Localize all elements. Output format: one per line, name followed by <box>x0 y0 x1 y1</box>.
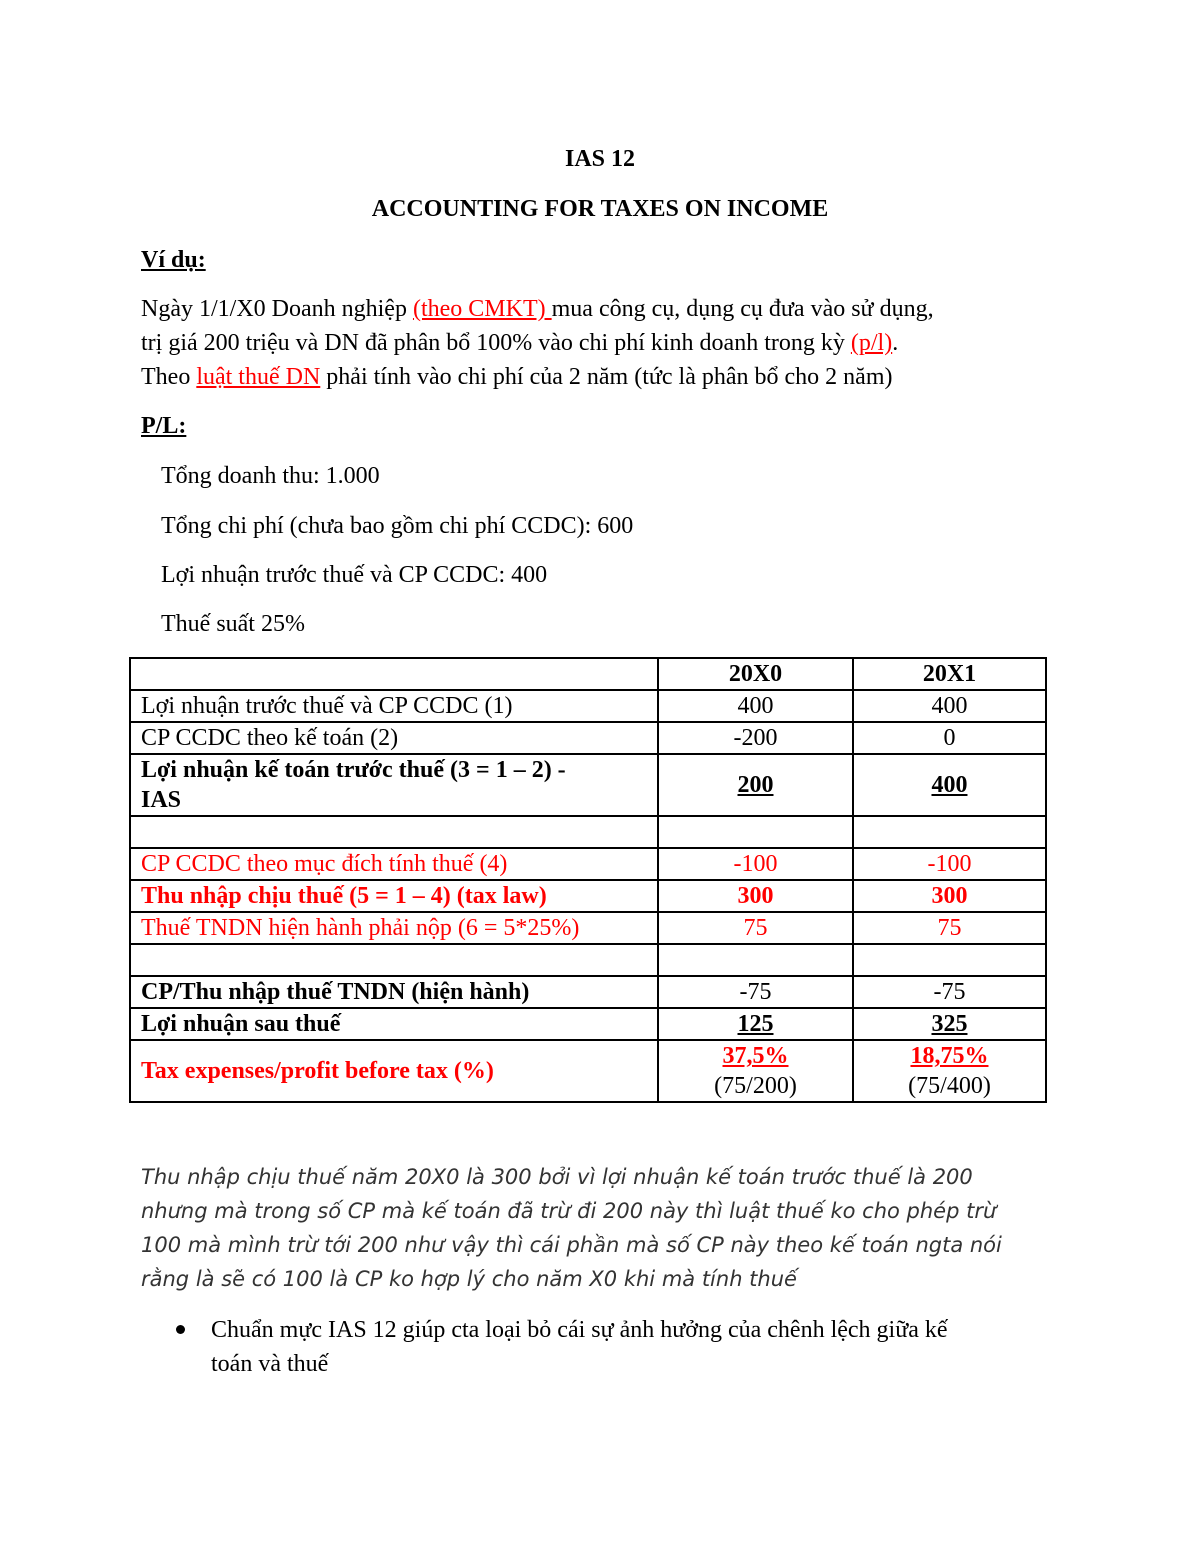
table-cell-empty <box>853 816 1046 848</box>
table-row-empty <box>130 816 1046 848</box>
table-row-label-line: Lợi nhuận kế toán trước thuế (3 = 1 – 2) - <box>141 757 566 783</box>
table-row-label: Lợi nhuận sau thuế <box>130 1008 658 1040</box>
tax-rate-formula: (75/200) <box>714 1073 797 1099</box>
table-cell: -75 <box>658 976 853 1008</box>
table-header-cell: 20X0 <box>658 658 853 690</box>
intro-line-1-text-b: mua công cụ, dụng cụ đưa vào sử dụng, <box>551 296 934 322</box>
table-cell: 200 <box>658 754 853 816</box>
table-row-label: CP CCDC theo mục đích tính thuế (4) <box>130 848 658 880</box>
intro-line-3-highlight: luật thuế DN <box>196 364 321 390</box>
intro-line-3-text-a: Theo <box>141 364 197 390</box>
table-row <box>130 722 1046 754</box>
intro-line-2-highlight: (p/l) <box>850 330 893 356</box>
note-line: Thu nhập chịu thuế năm 20X0 là 300 bởi vì lợi nhuận kế toán trước thuế là 200 <box>141 1165 973 1189</box>
table-row <box>130 1040 1046 1102</box>
table-row-label-line: IAS <box>141 787 182 813</box>
table-row-label: Lợi nhuận trước thuế và CP CCDC (1) <box>130 690 658 722</box>
table-row <box>130 690 1046 722</box>
intro-line-2-text-b: . <box>892 330 899 356</box>
intro-paragraph <box>141 292 934 394</box>
table-cell-empty <box>853 944 1046 976</box>
table-row <box>130 1008 1046 1040</box>
table-row <box>130 976 1046 1008</box>
table-cell: 75 <box>658 912 853 944</box>
pl-item: Tổng chi phí (chưa bao gồm chi phí CCDC): 600 <box>161 513 634 539</box>
table-header-cell <box>130 658 658 690</box>
bullet-icon <box>176 1325 185 1334</box>
table-row-label <box>130 754 658 816</box>
note-line: rằng là sẽ có 100 là CP ko hợp lý cho năm X0 khi mà tính thuế <box>141 1267 797 1291</box>
tax-rate-value: 18,75% <box>910 1043 989 1069</box>
table-cell <box>658 1040 853 1102</box>
bullet-line: toán và thuế <box>211 1351 329 1377</box>
table-cell: -200 <box>658 722 853 754</box>
intro-line-1-text-a: Ngày 1/1/X0 Doanh nghiệp <box>141 296 413 322</box>
table-row <box>130 880 1046 912</box>
tax-rate-formula: (75/400) <box>908 1073 991 1099</box>
table-row <box>130 912 1046 944</box>
table-row <box>130 848 1046 880</box>
table-cell: 325 <box>853 1008 1046 1040</box>
table-cell-empty <box>130 944 658 976</box>
bullet-item <box>211 1313 1071 1381</box>
table-cell: 125 <box>658 1008 853 1040</box>
table-row-label: Tax expenses/profit before tax (%) <box>130 1040 658 1102</box>
table-cell: -75 <box>853 976 1046 1008</box>
intro-line-3 <box>141 360 934 394</box>
table-header-row <box>130 658 1046 690</box>
pl-label: P/L: <box>141 413 187 439</box>
table-cell: 400 <box>658 690 853 722</box>
table-row-empty <box>130 944 1046 976</box>
table-row-label: CP/Thu nhập thuế TNDN (hiện hành) <box>130 976 658 1008</box>
table-row-label: Thuế TNDN hiện hành phải nộp (6 = 5*25%) <box>130 912 658 944</box>
pl-item: Tổng doanh thu: 1.000 <box>161 463 380 489</box>
table-cell: 75 <box>853 912 1046 944</box>
table-cell: -100 <box>658 848 853 880</box>
table-header-cell: 20X1 <box>853 658 1046 690</box>
table-cell <box>853 1040 1046 1102</box>
table-row-label: CP CCDC theo kế toán (2) <box>130 722 658 754</box>
table-row-label: Thu nhập chịu thuế (5 = 1 – 4) (tax law) <box>130 880 658 912</box>
document-title: IAS 12 <box>564 146 636 172</box>
pl-item: Lợi nhuận trước thuế và CP CCDC: 400 <box>161 562 548 588</box>
intro-line-1 <box>141 292 934 326</box>
explanation-note <box>141 1160 1071 1296</box>
document-subtitle: ACCOUNTING FOR TAXES ON INCOME <box>371 196 829 222</box>
intro-line-3-text-b: phải tính vào chi phí của 2 năm (tức là phân bổ cho 2 năm) <box>320 364 893 390</box>
tax-rate-value: 37,5% <box>722 1043 789 1069</box>
note-line: nhưng mà trong số CP mà kế toán đã trừ đi 200 này thì luật thuế ko cho phép trừ <box>141 1199 997 1223</box>
table-cell-empty <box>658 816 853 848</box>
table-cell: -100 <box>853 848 1046 880</box>
table-row <box>130 754 1046 816</box>
table-cell-empty <box>658 944 853 976</box>
table-cell-empty <box>130 816 658 848</box>
table-cell: 300 <box>853 880 1046 912</box>
example-label: Ví dụ: <box>141 247 206 273</box>
note-line: 100 mà mình trừ tới 200 như vậy thì cái phần mà số CP này theo kế toán ngta nói <box>141 1233 1002 1257</box>
table-cell: 400 <box>853 690 1046 722</box>
tax-table <box>129 657 1047 1103</box>
pl-item: Thuế suất 25% <box>161 611 305 637</box>
table-cell: 300 <box>658 880 853 912</box>
intro-line-2 <box>141 326 934 360</box>
table-cell: 0 <box>853 722 1046 754</box>
intro-line-2-text-a: trị giá 200 triệu và DN đã phân bổ 100% vào chi phí kinh doanh trong kỳ <box>141 330 851 356</box>
table-cell: 400 <box>853 754 1046 816</box>
intro-line-1-highlight: (theo CMKT) <box>412 296 552 322</box>
bullet-line: Chuẩn mực IAS 12 giúp cta loại bỏ cái sự ảnh hưởng của chênh lệch giữa kế <box>211 1317 948 1343</box>
